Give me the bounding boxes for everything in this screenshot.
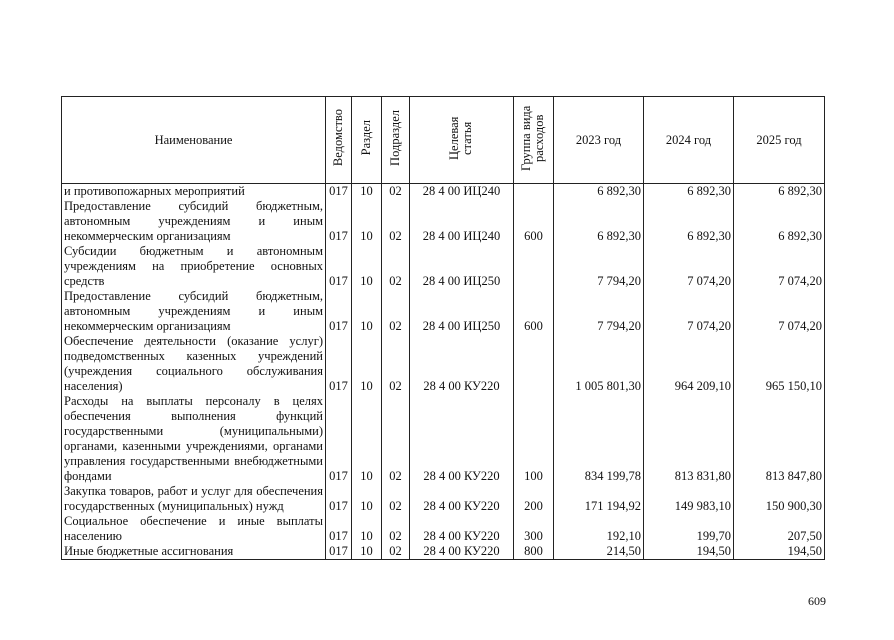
row-celevaya: 28 4 00 КУ220 <box>410 484 514 514</box>
header-gruppa: Группа вида расходов <box>514 97 554 184</box>
row-2023: 834 199,78 <box>554 394 644 484</box>
row-2023: 6 892,30 <box>554 184 644 200</box>
row-razdel: 10 <box>352 289 382 334</box>
row-2025: 6 892,30 <box>734 199 825 244</box>
row-razdel: 10 <box>352 514 382 544</box>
row-gruppa <box>514 184 554 200</box>
header-vedomstvo: Ведомство <box>326 97 352 184</box>
row-celevaya: 28 4 00 КУ220 <box>410 394 514 484</box>
row-2025: 965 150,10 <box>734 334 825 394</box>
row-2025: 6 892,30 <box>734 184 825 200</box>
row-podrazdel: 02 <box>382 394 410 484</box>
row-gruppa: 300 <box>514 514 554 544</box>
header-row <box>62 97 825 184</box>
row-2024: 7 074,20 <box>644 289 734 334</box>
header-2024: 2024 год <box>644 97 734 184</box>
row-name: Социальное обеспечение и иные выплаты населению <box>62 514 326 544</box>
row-celevaya: 28 4 00 ИЦ250 <box>410 289 514 334</box>
row-2025: 207,50 <box>734 514 825 544</box>
row-2024: 6 892,30 <box>644 184 734 200</box>
row-gruppa: 800 <box>514 544 554 560</box>
row-2024: 194,50 <box>644 544 734 560</box>
row-name: Закупка товаров, работ и услуг для обеспечения государственных (муниципальных) нужд <box>62 484 326 514</box>
row-celevaya: 28 4 00 КУ220 <box>410 544 514 560</box>
row-gruppa: 100 <box>514 394 554 484</box>
row-2023: 6 892,30 <box>554 199 644 244</box>
table-row <box>62 394 825 484</box>
row-razdel: 10 <box>352 394 382 484</box>
row-vedomstvo: 017 <box>326 244 352 289</box>
row-2024: 149 983,10 <box>644 484 734 514</box>
row-gruppa: 600 <box>514 289 554 334</box>
row-razdel: 10 <box>352 184 382 200</box>
row-2025: 7 074,20 <box>734 244 825 289</box>
table-row <box>62 334 825 394</box>
row-podrazdel: 02 <box>382 244 410 289</box>
row-razdel: 10 <box>352 199 382 244</box>
row-celevaya: 28 4 00 КУ220 <box>410 334 514 394</box>
row-razdel: 10 <box>352 334 382 394</box>
row-name: Предоставление субсидий бюджетным, автономным учреждениям и иным некоммерческим организациям <box>62 199 326 244</box>
row-vedomstvo: 017 <box>326 334 352 394</box>
header-podrazdel: Подраздел <box>382 97 410 184</box>
row-2023: 7 794,20 <box>554 289 644 334</box>
row-podrazdel: 02 <box>382 334 410 394</box>
header-2025: 2025 год <box>734 97 825 184</box>
row-gruppa: 600 <box>514 199 554 244</box>
row-name: Расходы на выплаты персоналу в целях обеспечения выполнения функций государственными (муниципальными) органами, казенными учреждениями, органами управления государственными внебюджетными фондами <box>62 394 326 484</box>
row-gruppa <box>514 334 554 394</box>
row-vedomstvo: 017 <box>326 484 352 514</box>
row-2024: 813 831,80 <box>644 394 734 484</box>
table-row <box>62 244 825 289</box>
row-2024: 7 074,20 <box>644 244 734 289</box>
row-podrazdel: 02 <box>382 199 410 244</box>
row-gruppa: 200 <box>514 484 554 514</box>
table-row <box>62 289 825 334</box>
table-row <box>62 199 825 244</box>
table-row <box>62 544 825 560</box>
row-vedomstvo: 017 <box>326 394 352 484</box>
row-podrazdel: 02 <box>382 184 410 200</box>
row-2023: 214,50 <box>554 544 644 560</box>
row-celevaya: 28 4 00 ИЦ250 <box>410 244 514 289</box>
row-vedomstvo: 017 <box>326 199 352 244</box>
row-vedomstvo: 017 <box>326 514 352 544</box>
row-vedomstvo: 017 <box>326 184 352 200</box>
row-celevaya: 28 4 00 ИЦ240 <box>410 199 514 244</box>
budget-table <box>61 96 825 560</box>
row-2025: 813 847,80 <box>734 394 825 484</box>
header-name: Наименование <box>62 97 326 184</box>
row-2024: 199,70 <box>644 514 734 544</box>
row-2023: 1 005 801,30 <box>554 334 644 394</box>
row-podrazdel: 02 <box>382 514 410 544</box>
table-row <box>62 484 825 514</box>
row-2023: 171 194,92 <box>554 484 644 514</box>
header-razdel: Раздел <box>352 97 382 184</box>
page-number: 609 <box>808 594 826 608</box>
row-2025: 194,50 <box>734 544 825 560</box>
row-2025: 7 074,20 <box>734 289 825 334</box>
row-razdel: 10 <box>352 544 382 560</box>
row-podrazdel: 02 <box>382 484 410 514</box>
row-2024: 6 892,30 <box>644 199 734 244</box>
row-podrazdel: 02 <box>382 289 410 334</box>
row-name: и противопожарных мероприятий <box>62 184 326 200</box>
row-razdel: 10 <box>352 244 382 289</box>
row-name: Субсидии бюджетным и автономным учреждениям на приобретение основных средств <box>62 244 326 289</box>
row-2023: 192,10 <box>554 514 644 544</box>
row-razdel: 10 <box>352 484 382 514</box>
row-name: Предоставление субсидий бюджетным, автономным учреждениям и иным некоммерческим организациям <box>62 289 326 334</box>
row-celevaya: 28 4 00 КУ220 <box>410 514 514 544</box>
row-vedomstvo: 017 <box>326 544 352 560</box>
row-name: Иные бюджетные ассигнования <box>62 544 326 560</box>
row-2025: 150 900,30 <box>734 484 825 514</box>
header-celevaya: Целевая статья <box>410 97 514 184</box>
table-row <box>62 184 825 200</box>
row-vedomstvo: 017 <box>326 289 352 334</box>
table-row <box>62 514 825 544</box>
row-podrazdel: 02 <box>382 544 410 560</box>
row-name: Обеспечение деятельности (оказание услуг) подведомственных казенных учреждений (учреждения социального обслуживания населения) <box>62 334 326 394</box>
row-2023: 7 794,20 <box>554 244 644 289</box>
row-gruppa <box>514 244 554 289</box>
row-2024: 964 209,10 <box>644 334 734 394</box>
row-celevaya: 28 4 00 ИЦ240 <box>410 184 514 200</box>
header-2023: 2023 год <box>554 97 644 184</box>
